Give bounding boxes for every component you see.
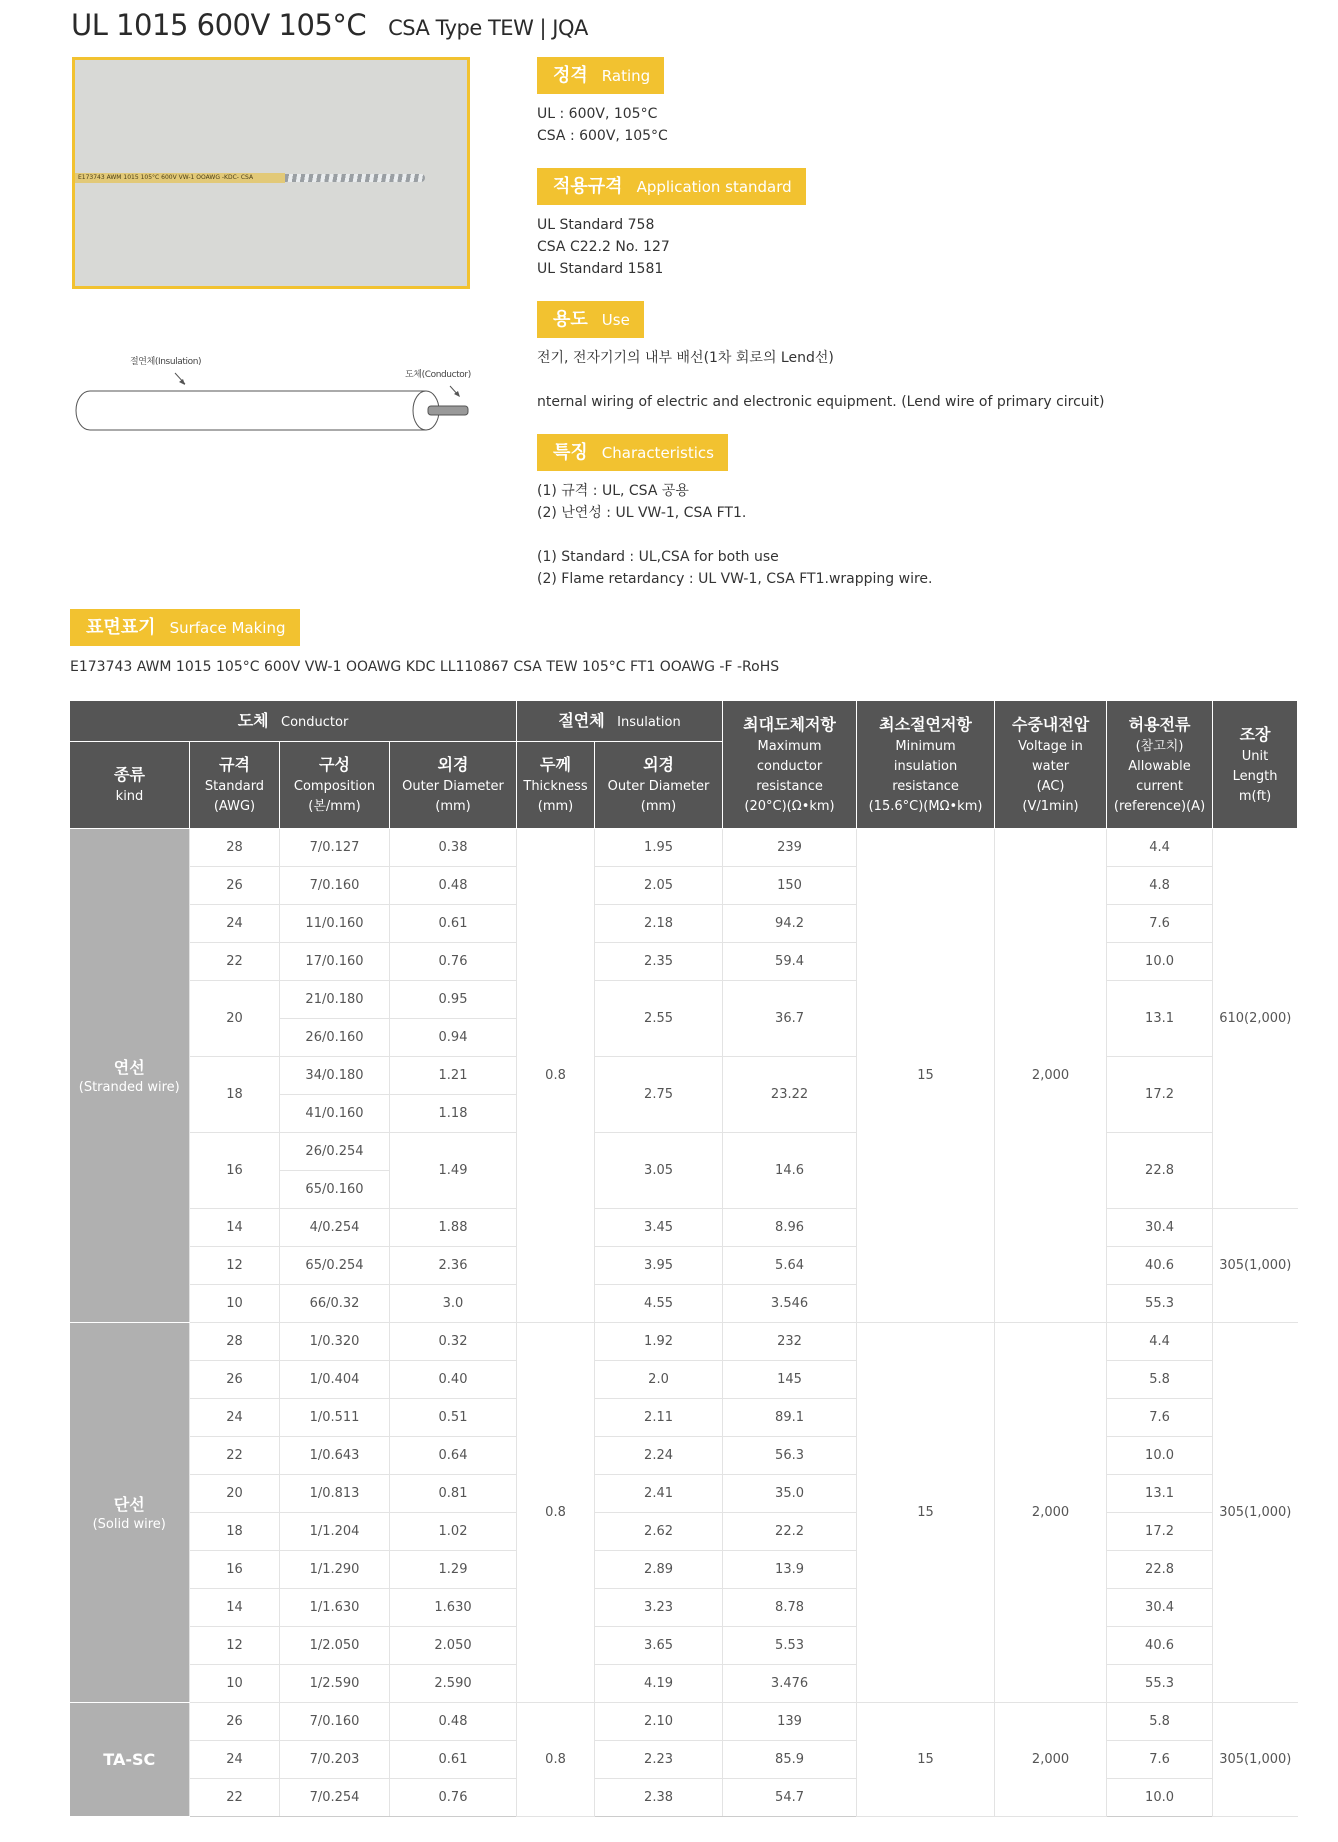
cell-insulation-od: 2.75 xyxy=(595,1057,723,1133)
table-row xyxy=(70,1589,1298,1627)
page-title xyxy=(71,8,588,42)
cell-insulation-od: 4.55 xyxy=(595,1285,723,1323)
cell-awg: 28 xyxy=(190,829,280,867)
cell-outer-diameter: 0.95 xyxy=(390,981,517,1019)
table-row xyxy=(70,829,1298,867)
cell-insulation-od: 2.38 xyxy=(595,1779,723,1817)
cell-resistance: 56.3 xyxy=(723,1437,857,1475)
cell-current: 7.6 xyxy=(1107,1741,1213,1779)
cell-awg: 10 xyxy=(190,1285,280,1323)
cell-current: 10.0 xyxy=(1107,1779,1213,1817)
cell-resistance: 23.22 xyxy=(723,1057,857,1133)
table-row xyxy=(70,1513,1298,1551)
cell-current: 40.6 xyxy=(1107,1627,1213,1665)
cell-current: 17.2 xyxy=(1107,1057,1213,1133)
spec-table xyxy=(69,700,1298,1817)
cell-voltage: 2,000 xyxy=(995,1323,1107,1703)
use-line-ko: 전기, 전자기기의 내부 배선(1차 회로의 Lend선) xyxy=(537,350,834,366)
rating-text xyxy=(537,103,668,147)
cell-insulation-od: 2.05 xyxy=(595,867,723,905)
standard-title-en: Application standard xyxy=(636,178,792,196)
table-row xyxy=(70,905,1298,943)
header-insulation: 절연체 Insulation xyxy=(517,701,723,742)
cell-outer-diameter: 0.76 xyxy=(390,1779,517,1817)
header-outer-diameter: 외경 Outer Diameter (mm) xyxy=(390,742,517,829)
surface-title-en: Surface Making xyxy=(169,619,286,637)
table-row xyxy=(70,1627,1298,1665)
table-row xyxy=(70,1551,1298,1589)
cell-outer-diameter: 0.38 xyxy=(390,829,517,867)
header-awg: 규격 Standard (AWG) xyxy=(190,742,280,829)
cell-resistance: 89.1 xyxy=(723,1399,857,1437)
cell-current: 55.3 xyxy=(1107,1285,1213,1323)
cell-outer-diameter: 1.88 xyxy=(390,1209,517,1247)
cell-outer-diameter: 0.61 xyxy=(390,1741,517,1779)
cell-insulation-od: 2.18 xyxy=(595,905,723,943)
cell-current: 13.1 xyxy=(1107,981,1213,1057)
cell-outer-diameter: 0.48 xyxy=(390,1703,517,1741)
cell-current: 22.8 xyxy=(1107,1551,1213,1589)
cell-insulation-od: 3.45 xyxy=(595,1209,723,1247)
cell-resistance: 54.7 xyxy=(723,1779,857,1817)
table-row xyxy=(70,1437,1298,1475)
cell-composition: 34/0.180 xyxy=(280,1057,390,1095)
standard-line: UL Standard 1581 xyxy=(537,261,664,277)
cell-outer-diameter: 0.40 xyxy=(390,1361,517,1399)
table-row xyxy=(70,1057,1298,1095)
header-max-resistance: 최대도체저항 Maximum conductor resistance (20°C)(Ω•km) xyxy=(723,701,857,829)
use-section xyxy=(537,301,1105,413)
cell-outer-diameter: 0.94 xyxy=(390,1019,517,1057)
cell-outer-diameter: 1.630 xyxy=(390,1589,517,1627)
cell-awg: 26 xyxy=(190,1361,280,1399)
cell-composition: 66/0.32 xyxy=(280,1285,390,1323)
header-kind: 종류 kind xyxy=(70,742,190,829)
kind-tasc: TA-SC xyxy=(70,1703,190,1817)
cell-outer-diameter: 0.48 xyxy=(390,867,517,905)
cell-current: 5.8 xyxy=(1107,1361,1213,1399)
table-row xyxy=(70,943,1298,981)
cell-outer-diameter: 0.32 xyxy=(390,1323,517,1361)
cell-resistance: 8.96 xyxy=(723,1209,857,1247)
cell-resistance: 59.4 xyxy=(723,943,857,981)
cell-insulation-resistance: 15 xyxy=(857,829,995,1323)
use-title-en: Use xyxy=(601,311,630,329)
cell-resistance: 145 xyxy=(723,1361,857,1399)
use-text xyxy=(537,347,1105,413)
cell-thickness: 0.8 xyxy=(517,829,595,1323)
cell-current: 13.1 xyxy=(1107,1475,1213,1513)
cell-insulation-od: 2.62 xyxy=(595,1513,723,1551)
cell-awg: 14 xyxy=(190,1589,280,1627)
title-sub: CSA Type TEW | JQA xyxy=(388,16,588,40)
cell-current: 10.0 xyxy=(1107,943,1213,981)
rating-title-ko: 정격 xyxy=(553,65,588,86)
table-row xyxy=(70,1741,1298,1779)
cell-insulation-od: 1.92 xyxy=(595,1323,723,1361)
table-row xyxy=(70,1399,1298,1437)
cell-composition: 1/1.290 xyxy=(280,1551,390,1589)
cell-insulation-od: 4.19 xyxy=(595,1665,723,1703)
cell-resistance: 35.0 xyxy=(723,1475,857,1513)
cell-awg: 22 xyxy=(190,1779,280,1817)
cell-unit-length: 305(1,000) xyxy=(1213,1703,1298,1817)
standard-section xyxy=(537,168,806,280)
characteristics-badge xyxy=(537,434,728,471)
cell-insulation-od: 3.65 xyxy=(595,1627,723,1665)
cell-composition: 41/0.160 xyxy=(280,1095,390,1133)
characteristics-line: (2) Flame retardancy : UL VW-1, CSA FT1.wrapping wire. xyxy=(537,571,933,587)
cable-diagram xyxy=(70,345,480,440)
cell-unit-length: 305(1,000) xyxy=(1213,1209,1298,1323)
cell-outer-diameter: 0.61 xyxy=(390,905,517,943)
cell-insulation-od: 2.41 xyxy=(595,1475,723,1513)
rating-badge xyxy=(537,57,664,94)
cell-insulation-resistance: 15 xyxy=(857,1703,995,1817)
header-voltage: 수중내전압 Voltage in water (AC) (V/1min) xyxy=(995,701,1107,829)
header-unit-length: 조장 Unit Length m(ft) xyxy=(1213,701,1298,829)
header-allowable-current: 허용전류 (참고치) Allowable current (reference)(A) xyxy=(1107,701,1213,829)
cell-outer-diameter: 0.64 xyxy=(390,1437,517,1475)
standard-title-ko: 적용규격 xyxy=(553,176,623,197)
cell-resistance: 13.9 xyxy=(723,1551,857,1589)
cell-resistance: 85.9 xyxy=(723,1741,857,1779)
cell-unit-length: 305(1,000) xyxy=(1213,1323,1298,1703)
cell-composition: 1/1.204 xyxy=(280,1513,390,1551)
header-min-insulation-resistance: 최소절연저항 Minimum insulation resistance (15.6°C)(MΩ•km) xyxy=(857,701,995,829)
table-row xyxy=(70,867,1298,905)
cell-composition: 7/0.127 xyxy=(280,829,390,867)
table-row xyxy=(70,1665,1298,1703)
use-line-en: nternal wiring of electric and electronic equipment. (Lend wire of primary circuit) xyxy=(537,394,1105,410)
characteristics-line: (2) 난연성 : UL VW-1, CSA FT1. xyxy=(537,505,747,521)
cell-current: 4.8 xyxy=(1107,867,1213,905)
cell-outer-diameter: 2.590 xyxy=(390,1665,517,1703)
cell-awg: 12 xyxy=(190,1627,280,1665)
cell-current: 7.6 xyxy=(1107,905,1213,943)
cell-current: 4.4 xyxy=(1107,1323,1213,1361)
header-insulation-outer-diameter: 외경 Outer Diameter (mm) xyxy=(595,742,723,829)
cell-awg: 20 xyxy=(190,1475,280,1513)
rating-line: UL : 600V, 105°C xyxy=(537,106,658,122)
cell-awg: 24 xyxy=(190,905,280,943)
header-composition: 구성 Composition (본/mm) xyxy=(280,742,390,829)
cell-outer-diameter: 0.51 xyxy=(390,1399,517,1437)
cell-insulation-od: 1.95 xyxy=(595,829,723,867)
cell-composition: 1/2.050 xyxy=(280,1627,390,1665)
cell-insulation-od: 2.23 xyxy=(595,1741,723,1779)
cell-awg: 22 xyxy=(190,943,280,981)
cell-awg: 18 xyxy=(190,1057,280,1133)
cell-awg: 10 xyxy=(190,1665,280,1703)
cell-current: 30.4 xyxy=(1107,1209,1213,1247)
cell-current: 10.0 xyxy=(1107,1437,1213,1475)
cell-composition: 7/0.160 xyxy=(280,867,390,905)
cell-resistance: 150 xyxy=(723,867,857,905)
use-title-ko: 용도 xyxy=(553,309,588,330)
cell-composition: 4/0.254 xyxy=(280,1209,390,1247)
characteristics-section xyxy=(537,434,932,590)
cell-composition: 1/1.630 xyxy=(280,1589,390,1627)
cell-awg: 28 xyxy=(190,1323,280,1361)
cell-resistance: 5.64 xyxy=(723,1247,857,1285)
header-thickness: 두께 Thickness (mm) xyxy=(517,742,595,829)
cell-composition: 7/0.254 xyxy=(280,1779,390,1817)
kind-solid: 단선 (Solid wire) xyxy=(70,1323,190,1703)
rating-line: CSA : 600V, 105°C xyxy=(537,128,668,144)
cell-current: 17.2 xyxy=(1107,1513,1213,1551)
table-row xyxy=(70,981,1298,1019)
characteristics-text xyxy=(537,480,932,590)
cell-composition: 7/0.160 xyxy=(280,1703,390,1741)
surface-marking-text: E173743 AWM 1015 105°C 600V VW-1 OOAWG KDC LL110867 CSA TEW 105°C FT1 OOAWG -F -RoHS xyxy=(70,659,780,675)
cell-composition: 21/0.180 xyxy=(280,981,390,1019)
cell-resistance: 5.53 xyxy=(723,1627,857,1665)
cell-composition: 1/0.813 xyxy=(280,1475,390,1513)
cell-insulation-od: 3.05 xyxy=(595,1133,723,1209)
table-row xyxy=(70,1779,1298,1817)
cell-outer-diameter: 1.21 xyxy=(390,1057,517,1095)
table-row xyxy=(70,1361,1298,1399)
cell-outer-diameter: 0.76 xyxy=(390,943,517,981)
cell-resistance: 14.6 xyxy=(723,1133,857,1209)
table-row xyxy=(70,1247,1298,1285)
cell-resistance: 3.546 xyxy=(723,1285,857,1323)
cell-unit-length: 610(2,000) xyxy=(1213,829,1298,1209)
table-row xyxy=(70,1323,1298,1361)
conductor-label: 도체(Conductor) xyxy=(405,370,471,380)
cell-current: 7.6 xyxy=(1107,1399,1213,1437)
characteristics-title-en: Characteristics xyxy=(601,444,714,462)
cell-insulation-od: 2.10 xyxy=(595,1703,723,1741)
cell-awg: 24 xyxy=(190,1741,280,1779)
cell-resistance: 3.476 xyxy=(723,1665,857,1703)
table-row xyxy=(70,1209,1298,1247)
cell-outer-diameter: 1.49 xyxy=(390,1133,517,1209)
cell-outer-diameter: 2.050 xyxy=(390,1627,517,1665)
cell-outer-diameter: 3.0 xyxy=(390,1285,517,1323)
table-row xyxy=(70,1475,1298,1513)
cell-outer-diameter: 0.81 xyxy=(390,1475,517,1513)
header-conductor: 도체 Conductor xyxy=(70,701,517,742)
title-main: UL 1015 600V 105°C xyxy=(71,8,367,42)
cell-awg: 20 xyxy=(190,981,280,1057)
cell-resistance: 22.2 xyxy=(723,1513,857,1551)
cell-insulation-od: 2.0 xyxy=(595,1361,723,1399)
cell-composition: 1/0.320 xyxy=(280,1323,390,1361)
standard-text xyxy=(537,214,806,280)
surface-badge xyxy=(70,609,300,646)
rating-section xyxy=(537,57,668,147)
standard-line: CSA C22.2 No. 127 xyxy=(537,239,670,255)
characteristics-title-ko: 특징 xyxy=(553,442,588,463)
cell-awg: 14 xyxy=(190,1209,280,1247)
cell-resistance: 36.7 xyxy=(723,981,857,1057)
wire-print: E173743 AWM 1015 105°C 600V VW-1 OOAWG -KDC- CSA xyxy=(78,174,254,181)
cell-insulation-od: 2.35 xyxy=(595,943,723,981)
table-row xyxy=(70,1133,1298,1171)
insulation-label: 절연체(Insulation) xyxy=(130,357,202,367)
table-row xyxy=(70,1703,1298,1741)
characteristics-line: (1) 규격 : UL, CSA 공용 xyxy=(537,483,689,499)
cell-thickness: 0.8 xyxy=(517,1703,595,1817)
cell-outer-diameter: 2.36 xyxy=(390,1247,517,1285)
cell-awg: 16 xyxy=(190,1551,280,1589)
surface-title-ko: 표면표기 xyxy=(86,617,156,638)
table-row xyxy=(70,1285,1298,1323)
cell-insulation-od: 3.95 xyxy=(595,1247,723,1285)
cell-composition: 65/0.254 xyxy=(280,1247,390,1285)
kind-stranded: 연선 (Stranded wire) xyxy=(70,829,190,1323)
cell-resistance: 239 xyxy=(723,829,857,867)
cell-current: 40.6 xyxy=(1107,1247,1213,1285)
rating-title-en: Rating xyxy=(601,67,651,85)
cell-outer-diameter: 1.18 xyxy=(390,1095,517,1133)
cell-composition: 11/0.160 xyxy=(280,905,390,943)
cell-awg: 26 xyxy=(190,867,280,905)
standard-badge xyxy=(537,168,806,205)
use-badge xyxy=(537,301,644,338)
product-photo xyxy=(72,57,470,289)
cell-voltage: 2,000 xyxy=(995,829,1107,1323)
cell-insulation-od: 2.24 xyxy=(595,1437,723,1475)
cell-thickness: 0.8 xyxy=(517,1323,595,1703)
cell-outer-diameter: 1.02 xyxy=(390,1513,517,1551)
cell-composition: 26/0.254 xyxy=(280,1133,390,1171)
cell-composition: 1/0.643 xyxy=(280,1437,390,1475)
cell-current: 4.4 xyxy=(1107,829,1213,867)
cell-insulation-od: 2.11 xyxy=(595,1399,723,1437)
cell-current: 22.8 xyxy=(1107,1133,1213,1209)
cell-composition: 7/0.203 xyxy=(280,1741,390,1779)
cell-awg: 24 xyxy=(190,1399,280,1437)
cell-voltage: 2,000 xyxy=(995,1703,1107,1817)
wire-conductor xyxy=(285,174,425,182)
cable-drawing xyxy=(70,345,480,440)
cell-composition: 26/0.160 xyxy=(280,1019,390,1057)
cell-current: 5.8 xyxy=(1107,1703,1213,1741)
surface-marking-section xyxy=(70,609,300,646)
cell-resistance: 232 xyxy=(723,1323,857,1361)
cell-insulation-resistance: 15 xyxy=(857,1323,995,1703)
cell-awg: 22 xyxy=(190,1437,280,1475)
cell-composition: 1/2.590 xyxy=(280,1665,390,1703)
cell-composition: 17/0.160 xyxy=(280,943,390,981)
cell-resistance: 94.2 xyxy=(723,905,857,943)
cell-composition: 1/0.404 xyxy=(280,1361,390,1399)
cell-current: 55.3 xyxy=(1107,1665,1213,1703)
cell-composition: 65/0.160 xyxy=(280,1171,390,1209)
cell-resistance: 8.78 xyxy=(723,1589,857,1627)
cell-awg: 18 xyxy=(190,1513,280,1551)
cell-current: 30.4 xyxy=(1107,1589,1213,1627)
cell-awg: 16 xyxy=(190,1133,280,1209)
cell-awg: 26 xyxy=(190,1703,280,1741)
cell-composition: 1/0.511 xyxy=(280,1399,390,1437)
cell-awg: 12 xyxy=(190,1247,280,1285)
cell-outer-diameter: 1.29 xyxy=(390,1551,517,1589)
standard-line: UL Standard 758 xyxy=(537,217,655,233)
cell-insulation-od: 3.23 xyxy=(595,1589,723,1627)
cell-resistance: 139 xyxy=(723,1703,857,1741)
characteristics-line: (1) Standard : UL,CSA for both use xyxy=(537,549,779,565)
cell-insulation-od: 2.89 xyxy=(595,1551,723,1589)
cell-insulation-od: 2.55 xyxy=(595,981,723,1057)
